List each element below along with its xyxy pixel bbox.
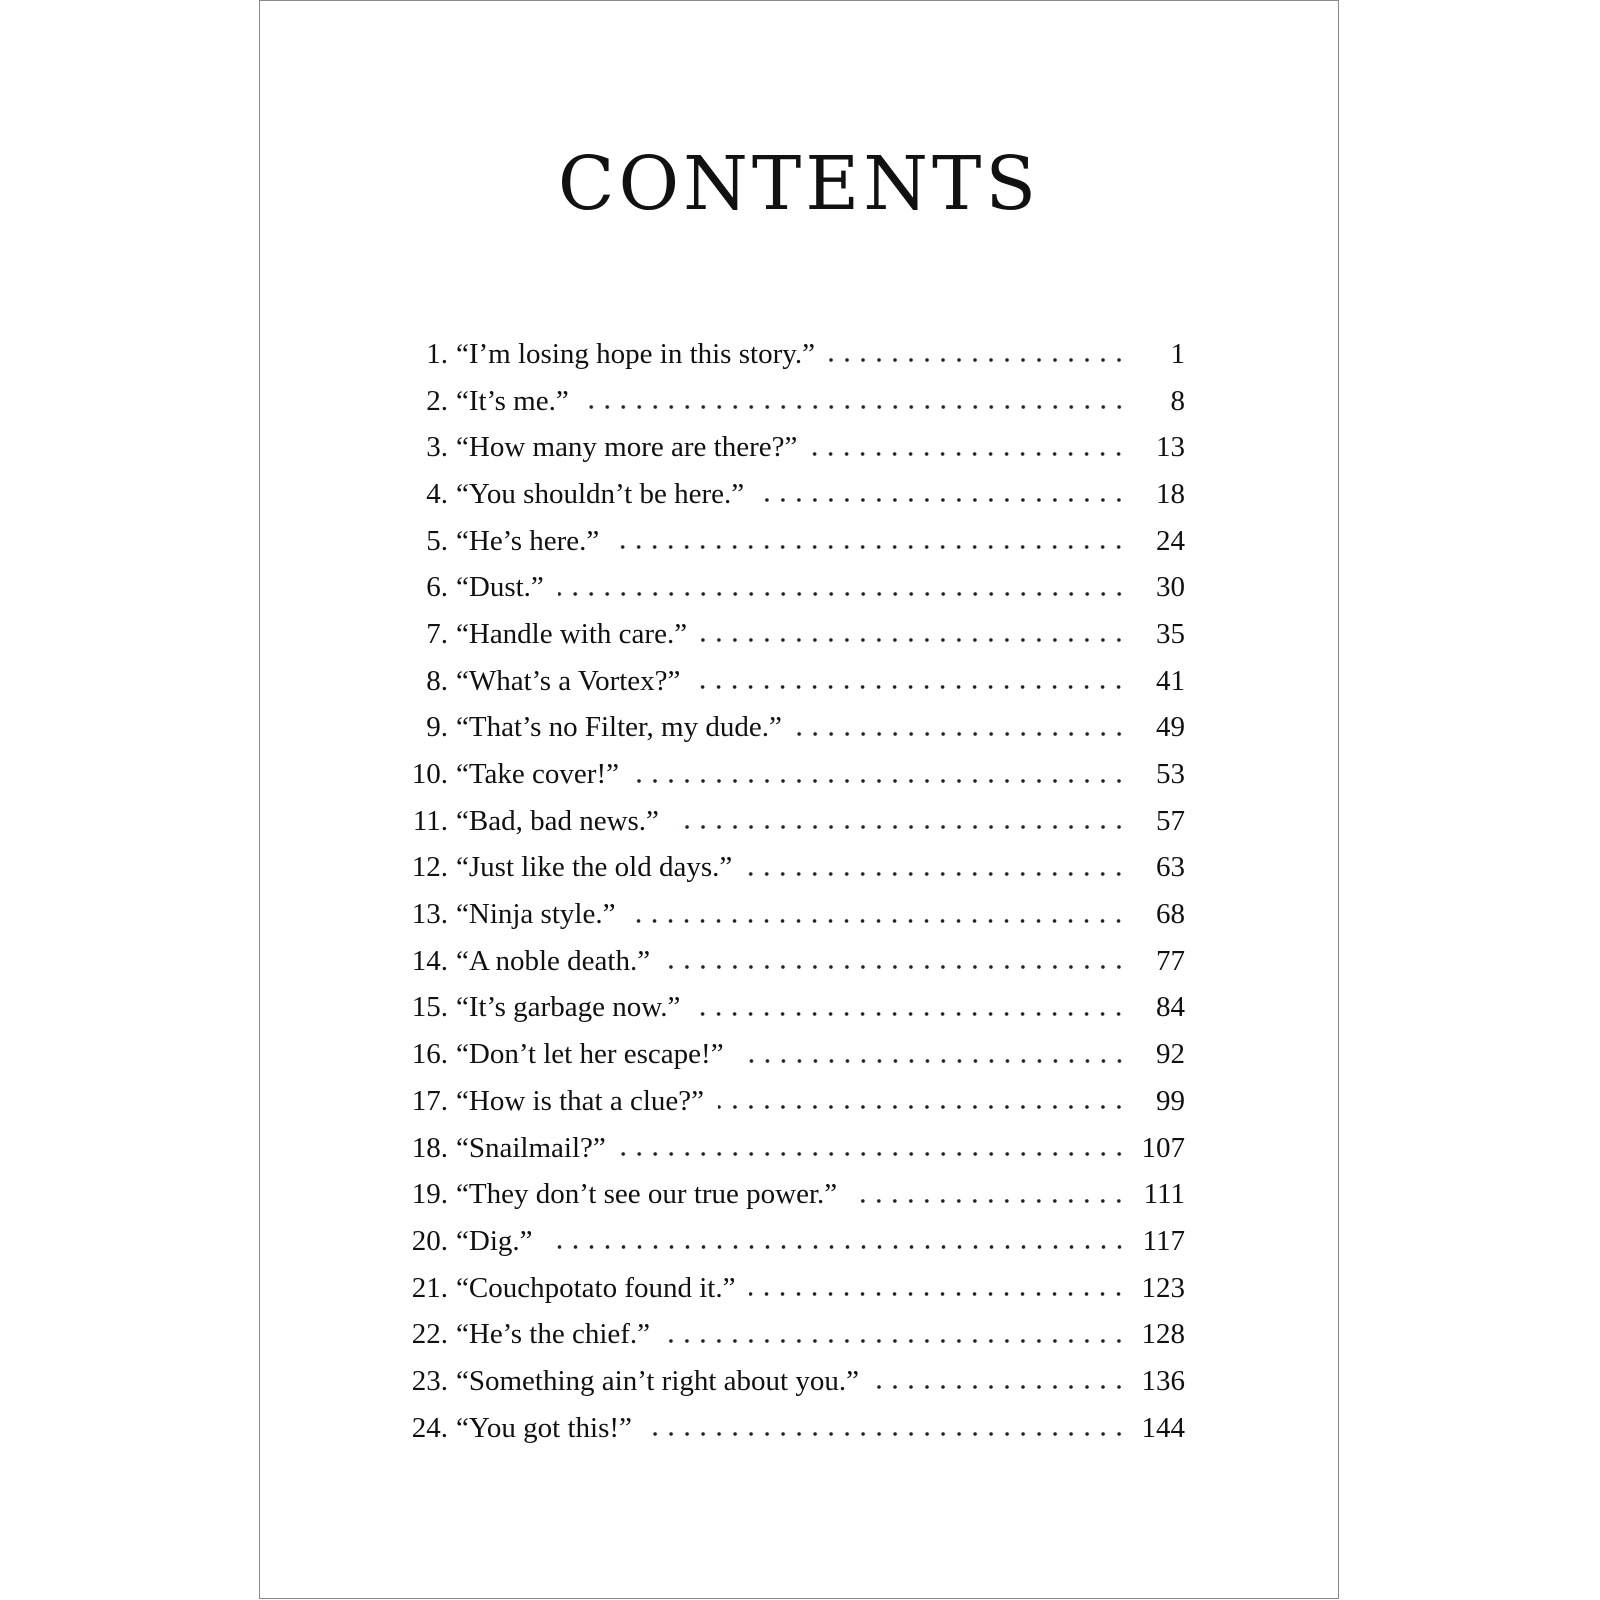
chapter-title: “Dust.”: [456, 571, 544, 604]
dot-leader: [673, 815, 1127, 839]
chapter-title: “How many more are there?”: [456, 431, 798, 464]
toc-entry: [401, 705, 1185, 752]
toc-entry: [401, 1031, 1185, 1078]
chapter-title: “You shouldn’t be here.”: [456, 477, 745, 510]
chapter-number: 23.: [411, 1364, 448, 1397]
toc-entry: [401, 471, 1185, 518]
dot-leader: [758, 488, 1127, 512]
table-of-contents: [401, 331, 1185, 1452]
toc-entry: [401, 798, 1185, 845]
chapter-number: 12.: [411, 851, 448, 884]
chapter-number: 18.: [411, 1131, 448, 1164]
chapter-number: 19.: [411, 1178, 448, 1211]
dot-leader: [746, 862, 1127, 886]
toc-entry: [401, 938, 1185, 985]
page-number: 136: [1141, 1364, 1185, 1397]
page-number: 49: [1156, 711, 1185, 744]
dot-leader: [547, 1235, 1128, 1259]
chapter-number: 4.: [426, 477, 448, 510]
dot-leader: [796, 722, 1127, 746]
chapter-title: “Take cover!”: [456, 758, 619, 791]
chapter-title: “It’s me.”: [456, 384, 569, 417]
chapter-title: “Bad, bad news.”: [456, 804, 659, 837]
chapter-number: 11.: [412, 804, 448, 837]
chapter-title: “You got this!”: [456, 1411, 632, 1444]
chapter-number: 16.: [411, 1038, 448, 1071]
page-number: 18: [1156, 477, 1185, 510]
dot-leader: [664, 955, 1127, 979]
chapter-title: “Just like the old days.”: [456, 851, 733, 884]
toc-entry: [401, 1125, 1185, 1172]
dot-leader: [694, 675, 1127, 699]
chapter-title: “Handle with care.”: [456, 617, 688, 650]
page-number: 92: [1156, 1038, 1185, 1071]
page-number: 41: [1156, 664, 1185, 697]
dot-leader: [851, 1189, 1127, 1213]
chapter-number: 1.: [426, 337, 448, 370]
dot-leader: [873, 1375, 1127, 1399]
book-page: [259, 0, 1339, 1599]
chapter-title: “That’s no Filter, my dude.”: [456, 711, 782, 744]
page-number: 84: [1156, 991, 1185, 1024]
dot-leader: [558, 582, 1127, 606]
page-number: 77: [1156, 944, 1185, 977]
page-number: 8: [1170, 384, 1185, 417]
dot-leader: [829, 348, 1127, 372]
page-number: 1: [1170, 337, 1185, 370]
toc-entry: [401, 1405, 1185, 1452]
chapter-number: 15.: [411, 991, 448, 1024]
dot-leader: [738, 1049, 1127, 1073]
page-number: 24: [1156, 524, 1185, 557]
chapter-title: “Something ain’t right about you.”: [456, 1364, 859, 1397]
dot-leader: [613, 535, 1127, 559]
toc-entry: [401, 424, 1185, 471]
toc-entry: [401, 1265, 1185, 1312]
page-number: 13: [1156, 431, 1185, 464]
dot-leader: [620, 1142, 1127, 1166]
dot-leader: [629, 909, 1127, 933]
dot-leader: [583, 395, 1127, 419]
toc-entry: [401, 1358, 1185, 1405]
chapter-title: “It’s garbage now.”: [456, 991, 681, 1024]
page-number: 99: [1156, 1084, 1185, 1117]
chapter-title: “He’s here.”: [456, 524, 600, 557]
chapter-number: 2.: [426, 384, 448, 417]
dot-leader: [718, 1095, 1127, 1119]
chapter-title: “Ninja style.”: [456, 898, 616, 931]
toc-entry: [401, 985, 1185, 1032]
chapter-title: “Couchpotato found it.”: [456, 1271, 736, 1304]
chapter-number: 10.: [411, 758, 448, 791]
toc-entry: [401, 378, 1185, 425]
page-number: 111: [1143, 1178, 1185, 1211]
toc-entry: [401, 611, 1185, 658]
page-number: 35: [1156, 617, 1185, 650]
chapter-number: 21.: [411, 1271, 448, 1304]
toc-entry: [401, 1171, 1185, 1218]
toc-entry: [401, 564, 1185, 611]
chapter-number: 17.: [411, 1084, 448, 1117]
toc-entry: [401, 1078, 1185, 1125]
chapter-title: “A noble death.”: [456, 944, 651, 977]
page-number: 30: [1156, 571, 1185, 604]
dot-leader: [749, 1282, 1127, 1306]
chapter-title: “They don’t see our true power.”: [456, 1178, 838, 1211]
page-number: 117: [1142, 1224, 1185, 1257]
toc-entry: [401, 751, 1185, 798]
chapter-number: 14.: [411, 944, 448, 977]
chapter-number: 3.: [426, 431, 448, 464]
dot-leader: [694, 1002, 1127, 1026]
contents-heading: CONTENTS: [557, 141, 1041, 227]
chapter-title: “What’s a Vortex?”: [456, 664, 681, 697]
chapter-title: “Dig.”: [456, 1224, 533, 1257]
chapter-number: 6.: [426, 571, 448, 604]
toc-entry: [401, 1311, 1185, 1358]
chapter-number: 7.: [426, 617, 448, 650]
page-number: 63: [1156, 851, 1185, 884]
dot-leader: [664, 1329, 1127, 1353]
page-number: 53: [1156, 758, 1185, 791]
toc-entry: [401, 1218, 1185, 1265]
chapter-number: 13.: [411, 898, 448, 931]
chapter-number: 20.: [411, 1224, 448, 1257]
dot-leader: [811, 442, 1127, 466]
toc-entry: [401, 331, 1185, 378]
chapter-number: 9.: [426, 711, 448, 744]
dot-leader: [701, 628, 1127, 652]
toc-entry: [401, 518, 1185, 565]
page-number: 107: [1141, 1131, 1185, 1164]
chapter-title: “I’m losing hope in this story.”: [456, 337, 815, 370]
toc-entry: [401, 658, 1185, 705]
chapter-title: “How is that a clue?”: [456, 1084, 705, 1117]
dot-leader: [633, 769, 1127, 793]
chapter-number: 22.: [411, 1318, 448, 1351]
page-number: 144: [1141, 1411, 1185, 1444]
toc-entry: [401, 891, 1185, 938]
chapter-number: 24.: [411, 1411, 448, 1444]
page-number: 57: [1156, 804, 1185, 837]
dot-leader: [646, 1422, 1127, 1446]
chapter-title: “Don’t let her escape!”: [456, 1038, 724, 1071]
toc-entry: [401, 845, 1185, 892]
chapter-title: “Snailmail?”: [456, 1131, 606, 1164]
page-number: 123: [1141, 1271, 1185, 1304]
page-number: 128: [1141, 1318, 1185, 1351]
chapter-title: “He’s the chief.”: [456, 1318, 651, 1351]
page-number: 68: [1156, 898, 1185, 931]
chapter-number: 5.: [426, 524, 448, 557]
chapter-number: 8.: [426, 664, 448, 697]
